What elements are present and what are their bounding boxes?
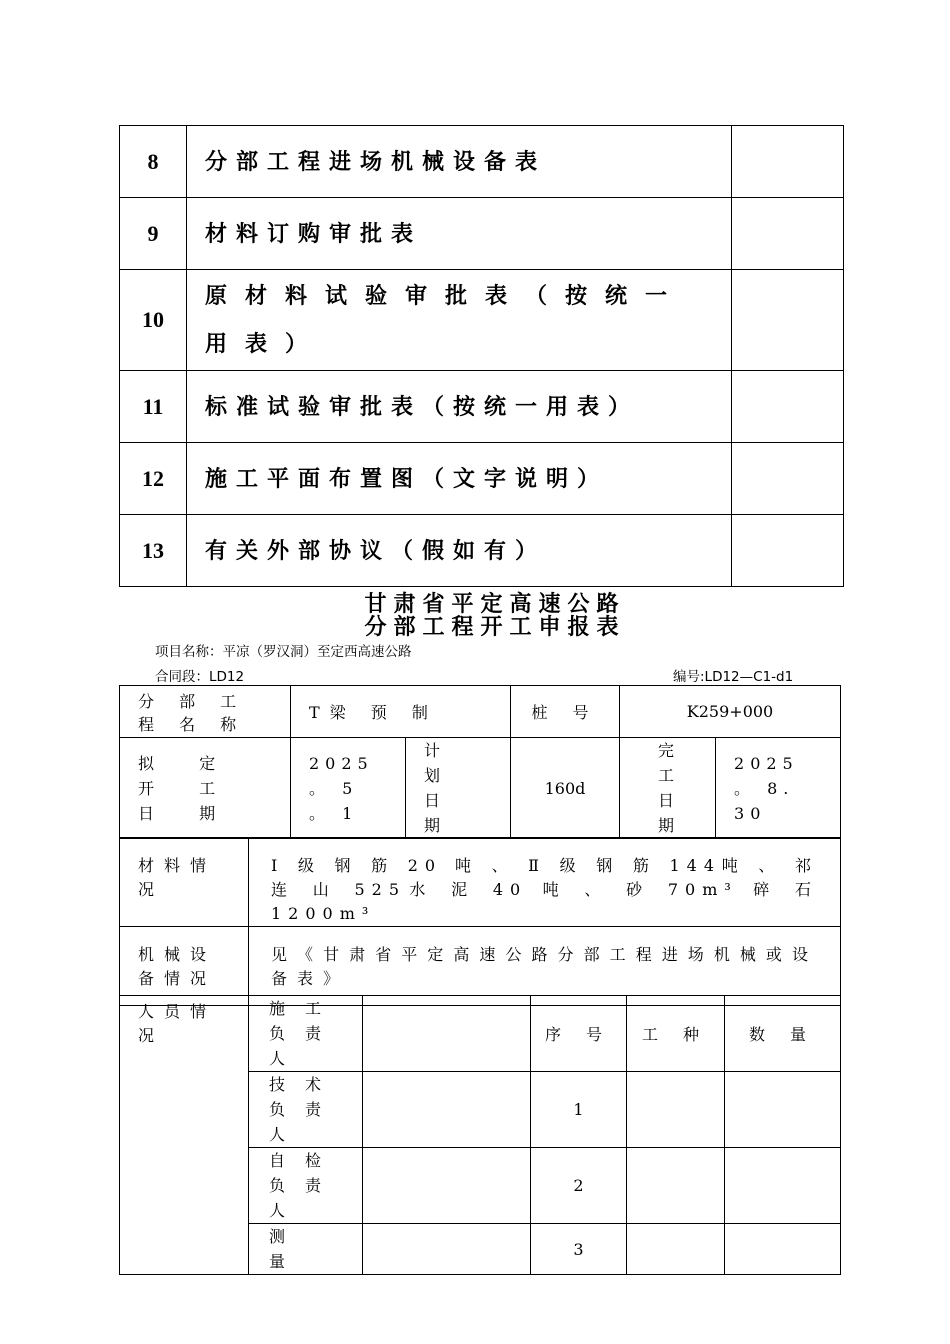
count-cell [725, 1224, 841, 1275]
application-form-personnel [119, 995, 841, 1275]
project-name: 项目名称：平凉（罗汉洞）至定西高速公路 [155, 644, 412, 660]
seq-number: 1 [531, 1072, 627, 1148]
checklist-row [120, 270, 844, 371]
seq-header: 序 号 [531, 996, 627, 1072]
item-remark [732, 198, 844, 270]
trade-header: 工 种 [627, 996, 725, 1072]
item-number: 10 [120, 270, 187, 371]
role-label: 施工负责人 [249, 996, 363, 1072]
trade-cell [627, 1224, 725, 1275]
plan-duration-label: 计 划 日 期 [406, 738, 511, 839]
role-value [363, 1072, 531, 1148]
item-name: 标准试验审批表（按统一用表） [187, 371, 732, 443]
seq-number: 2 [531, 1148, 627, 1224]
role-label: 技术负责人 [249, 1072, 363, 1148]
checklist-row [120, 371, 844, 443]
start-date-value: 2025 。 5 。 1 [291, 738, 406, 839]
item-name: 原材料试验审批表（按统一用表） [187, 270, 732, 371]
stake-label: 桩 号 [511, 686, 620, 738]
checklist-row [120, 515, 844, 587]
item-remark [732, 270, 844, 371]
machine-label: 机械设备情况 [120, 927, 249, 1006]
trade-cell [627, 1148, 725, 1224]
checklist-row [120, 126, 844, 198]
document-code: 编号:LD12—C1-d1 [673, 669, 794, 685]
item-number: 13 [120, 515, 187, 587]
item-remark [732, 443, 844, 515]
count-cell [725, 1072, 841, 1148]
role-value [363, 1224, 531, 1275]
checklist-table [119, 125, 844, 587]
role-value [363, 1148, 531, 1224]
trade-cell [627, 1072, 725, 1148]
count-cell [725, 1148, 841, 1224]
checklist-row [120, 443, 844, 515]
application-form-header [119, 685, 841, 839]
item-number: 8 [120, 126, 187, 198]
item-name: 施工平面布置图（文字说明） [187, 443, 732, 515]
role-value [363, 996, 531, 1072]
material-value: Ⅰ 级 钢 筋 20 吨 、 Ⅱ 级 钢 筋 144吨 、 祁 连 山 525水 泥 40 吨 、 砂 70m³ 碎 石 1200m³ [249, 838, 841, 927]
item-number: 9 [120, 198, 187, 270]
role-label: 测量 [249, 1224, 363, 1275]
item-remark [732, 126, 844, 198]
sub-project-label: 分 部 工 程 名 称 [120, 686, 291, 738]
machine-value: 见《甘肃省平定高速公路分部工程进场机械或设备表》 [249, 927, 841, 1006]
item-name: 材料订购审批表 [187, 198, 732, 270]
material-label: 材料情况 [120, 838, 249, 927]
document-subtitle: 分部工程开工申报表 [364, 614, 626, 640]
stake-value: K259+000 [620, 686, 841, 738]
plan-duration-value: 160d [511, 738, 620, 839]
item-remark [732, 371, 844, 443]
document-title: 甘肃省平定高速公路 [364, 591, 626, 617]
item-name: 有关外部协议（假如有） [187, 515, 732, 587]
application-form-resources [119, 837, 841, 1006]
contract-section: 合同段：LD12 [155, 669, 245, 685]
item-number: 11 [120, 371, 187, 443]
finish-date-label: 完 工 日 期 [620, 738, 716, 839]
item-name: 分部工程进场机械设备表 [187, 126, 732, 198]
count-header: 数 量 [725, 996, 841, 1072]
start-date-label: 拟 定 开 工 日 期 [120, 738, 291, 839]
item-remark [732, 515, 844, 587]
sub-project-value: T梁 预 制 [291, 686, 511, 738]
checklist-row [120, 198, 844, 270]
role-label: 自检负责人 [249, 1148, 363, 1224]
finish-date-value: 2025 。 8. 30 [716, 738, 841, 839]
seq-number: 3 [531, 1224, 627, 1275]
personnel-label: 人员情况 [120, 996, 249, 1275]
item-number: 12 [120, 443, 187, 515]
